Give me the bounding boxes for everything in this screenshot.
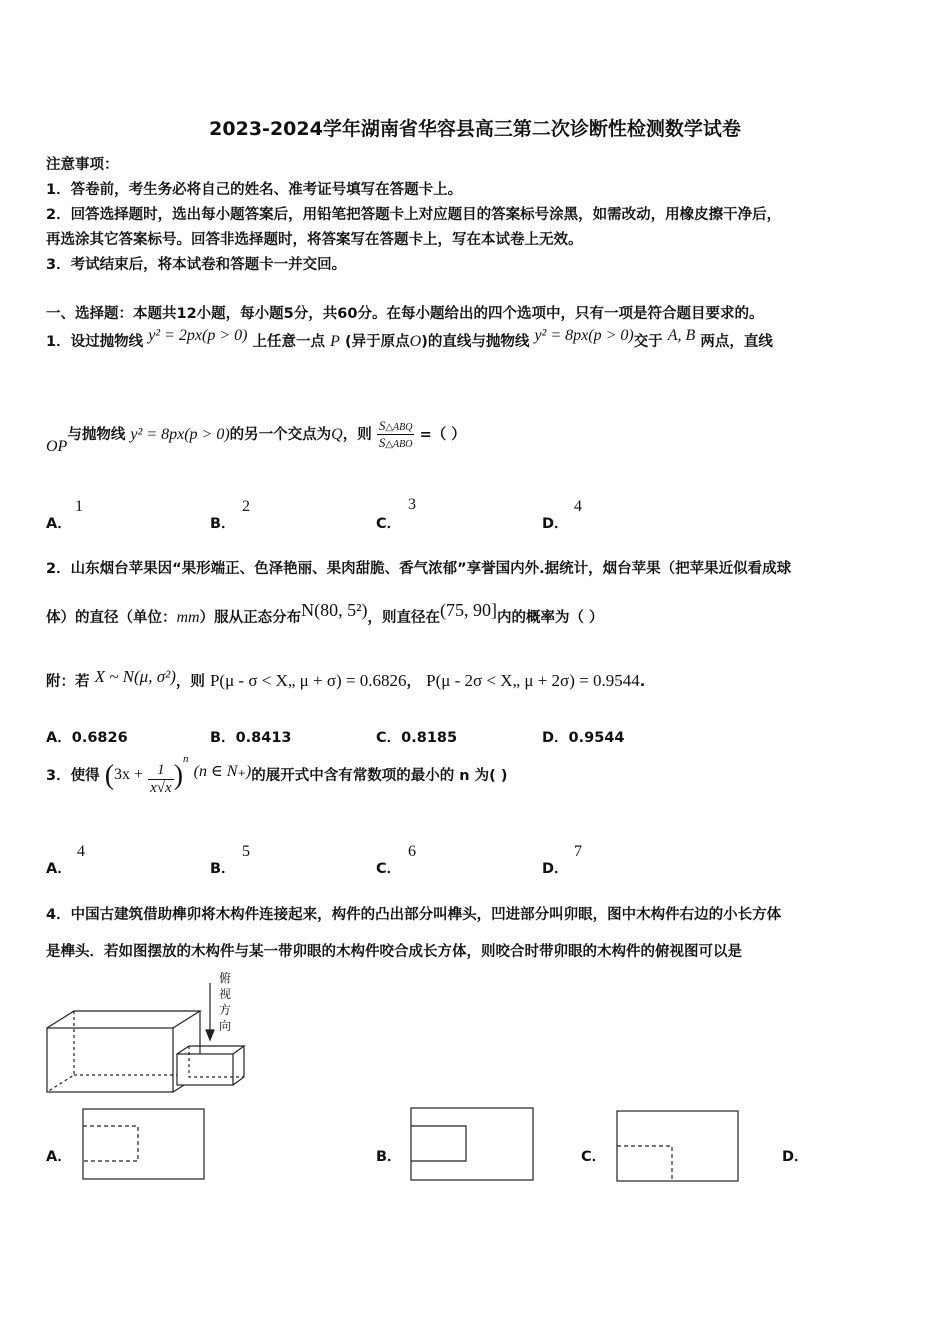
q2-text-8: . — [639, 674, 646, 690]
q4-option-a-outer[interactable] — [83, 1109, 204, 1179]
q1-text-5: 交于 — [633, 334, 663, 350]
q2-formula-6: P(μ - σ < X„ μ + σ) = 0.6826 — [209, 671, 407, 690]
q1-frac-num-sub: △ABQ — [385, 422, 413, 433]
q1-text-10: =（ ） — [419, 427, 466, 443]
q1-formula-6: OP — [46, 438, 68, 455]
q1-option-b-label[interactable]: B． — [210, 516, 236, 532]
q1-frac-num: S — [378, 418, 386, 433]
notice-heading: 注意事项： — [46, 157, 119, 173]
q2-option-a-label: A． — [46, 730, 72, 746]
q3-frac-num: 1 — [148, 762, 174, 780]
q2-option-b-label: B． — [210, 730, 236, 746]
q1-option-d-label[interactable]: D． — [542, 516, 569, 532]
q2-option-d-value: 0.9544 — [568, 730, 625, 746]
view-label-char-4: 向 — [219, 1019, 232, 1033]
notice-item-2a: 2．回答选择题时，选出每小题答案后，用铅笔把答题卡上对应题目的答案标号涂黑，如需改动，用橡皮擦干净后， — [46, 207, 782, 223]
q1-text-2: 上任意一点 — [252, 334, 326, 350]
q3-option-d-label[interactable]: D． — [542, 861, 569, 877]
q2-formula-7: P(μ - 2σ < X„ μ + 2σ) = 0.9544 — [426, 671, 640, 690]
q3-condition: (n ∈ N₊) — [193, 763, 252, 780]
q1-option-c-value[interactable]: 3 — [408, 496, 416, 513]
q1-text-7: 与抛物线 — [67, 427, 126, 443]
view-label-char-1: 俯 — [219, 971, 232, 985]
q3-exponent: n — [183, 753, 189, 765]
notice-item-1: 1．答卷前，考生务必将自己的姓名、准考证号填写在答题卡上。 — [46, 182, 463, 198]
q4-option-c-outer[interactable] — [617, 1111, 738, 1181]
q2-text-7: ， — [406, 674, 422, 690]
section-heading: 一、选择题：本题共12小题，每小题5分，共60分。在每小题给出的四个选项中，只有一项是符合题目要求的。 — [46, 306, 764, 322]
q3-paren-left: ( — [104, 760, 115, 791]
q2-option-c-value: 0.8185 — [401, 730, 458, 746]
q1-formula-4: y² = 8px(p > 0) — [534, 327, 634, 344]
q2-option-a-value: 0.6826 — [71, 730, 128, 746]
q1-formula-1: y² = 2px(p > 0) — [148, 327, 248, 344]
q2-text-2: ）服从正态分布 — [199, 610, 302, 626]
q3-option-c-label[interactable]: C． — [376, 861, 402, 877]
q2-text-4: 内的概率为（ ） — [497, 610, 604, 626]
q1-text-8: 的另一个交点为 — [229, 427, 332, 443]
q4-option-b-mortise — [411, 1126, 466, 1161]
view-label-char-3: 方 — [219, 1003, 232, 1017]
q3-frac-den: x√x — [150, 780, 172, 796]
q2-option-b-value: 0.8413 — [235, 730, 292, 746]
q1-text-1: 1．设过抛物线 — [46, 334, 144, 350]
notice-item-3: 3．考试结束后，将本试卷和答题卡一并交回。 — [46, 257, 347, 273]
q2-line-1: 2．山东烟台苹果因“果形端正、色泽艳丽、果肉甜脆、香气浓郁”享誉国内外.据统计，烟台苹果（把苹果近似看成球 — [46, 561, 792, 577]
q1-option-b-value[interactable]: 2 — [242, 498, 250, 515]
q4-option-c-label[interactable]: C． — [581, 1149, 607, 1165]
q4-option-b-label[interactable]: B． — [376, 1149, 402, 1165]
q1-option-a-value[interactable]: 1 — [75, 498, 83, 515]
q4-option-d-label[interactable]: D． — [782, 1149, 809, 1165]
q3-option-a-value[interactable]: 4 — [77, 843, 85, 860]
q4-line-1: 4．中国古建筑借助榫卯将木构件连接起来，构件的凸出部分叫榫头，凹进部分叫卯眼，图中木构件右边的小长方体 — [46, 907, 782, 923]
q1-frac-den: S — [378, 435, 386, 450]
q4-option-c-mortise — [617, 1146, 672, 1181]
q3-option-d-value[interactable]: 7 — [574, 843, 582, 860]
notice-item-2b: 再选涂其它答案标号。回答非选择题时，将答案写在答题卡上，写在本试卷上无效。 — [46, 232, 583, 248]
q2-option-c-label: C． — [376, 730, 402, 746]
q1-text-9: ，则 — [342, 427, 372, 443]
q2-formula-2: N(80, 5²) — [301, 600, 368, 620]
q1-text-6: 两点，直线 — [700, 334, 773, 350]
q1-formula-7: y² = 8px(p > 0) — [130, 426, 230, 443]
q3-option-b-value[interactable]: 5 — [242, 843, 250, 860]
q2-formula-1: mm — [176, 609, 200, 626]
q2-text-3: ，则直径在 — [367, 610, 440, 626]
q3-paren-right: ) — [173, 760, 184, 791]
q2-option-d-label: D． — [542, 730, 569, 746]
page-title: 2023-2024学年湖南省华容县高三第二次诊断性检测数学试卷 — [209, 118, 741, 140]
q2-text-6: ，则 — [175, 674, 205, 690]
view-label-char-2: 视 — [219, 987, 232, 1001]
q3-formula-a: 3x + — [114, 766, 144, 783]
q3-option-c-value[interactable]: 6 — [408, 843, 416, 860]
q4-line-2: 是榫头．若如图摆放的木构件与某一带卯眼的木构件咬合成长方体，则咬合时带卯眼的木构件的俯视图可以是 — [46, 944, 742, 960]
q1-frac-den-sub: △ABO — [385, 439, 413, 450]
q3-option-a-label[interactable]: A． — [46, 861, 72, 877]
q2-formula-5: X ~ N(μ, σ²) — [94, 667, 176, 686]
q3-text-2: 的展开式中含有常数项的最小的 n 为( ) — [251, 768, 508, 784]
q1-option-c-label[interactable]: C． — [376, 516, 402, 532]
q1-text-4: )的直线与抛物线 — [421, 334, 530, 350]
q1-formula-2: P — [330, 333, 340, 350]
q1-formula-8: Q — [331, 426, 343, 443]
q3-text-1: 3．使得 — [46, 768, 100, 784]
q3-option-b-label[interactable]: B． — [210, 861, 236, 877]
q1-text-3: (异于原点 — [345, 334, 410, 350]
q2-text-1: 体）的直径（单位： — [46, 610, 177, 626]
q4-option-b-outer[interactable] — [411, 1108, 533, 1180]
q1-formula-3: O — [409, 333, 422, 350]
q1-formula-5: A, B — [667, 327, 696, 344]
q4-option-a-mortise — [83, 1126, 138, 1161]
q4-option-a-label[interactable]: A． — [46, 1149, 72, 1165]
q1-option-a-label[interactable]: A． — [46, 516, 72, 532]
q2-text-5: 附：若 — [46, 674, 90, 690]
q1-option-d-value[interactable]: 4 — [574, 498, 582, 515]
q2-formula-3: (75, 90] — [440, 600, 497, 620]
